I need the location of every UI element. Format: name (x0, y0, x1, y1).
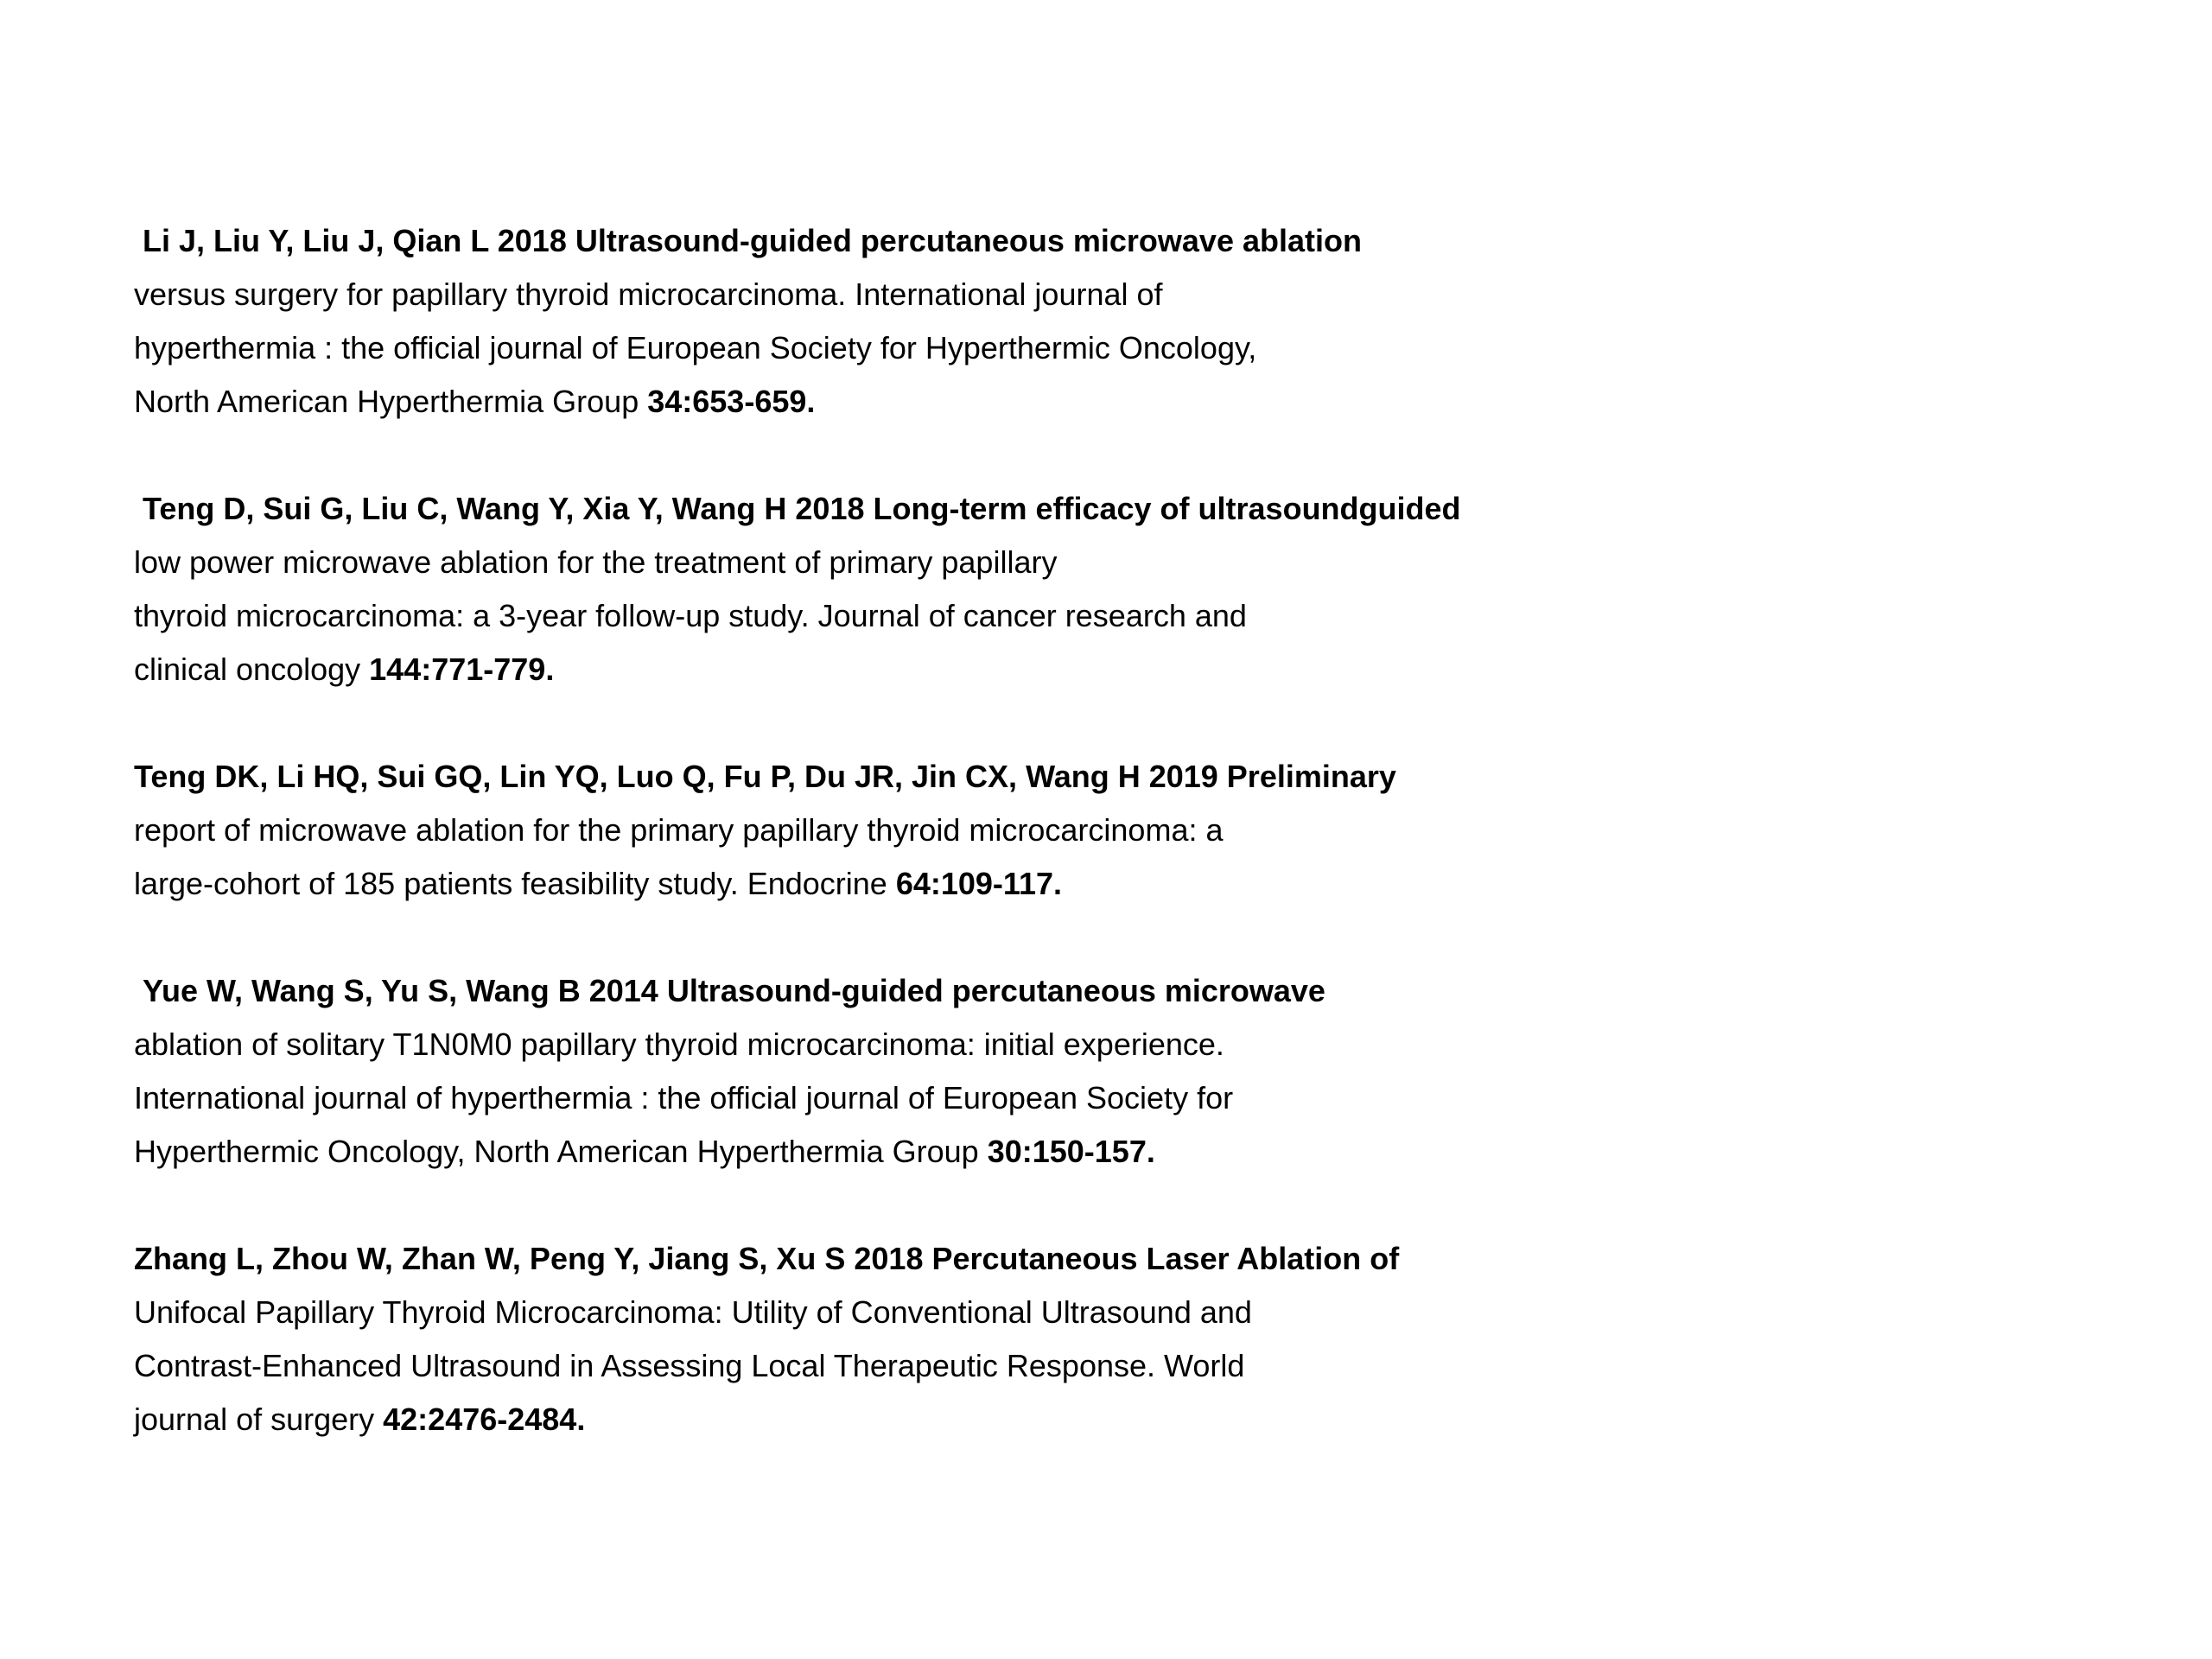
reference-bold-text: Teng DK, Li HQ, Sui GQ, Lin YQ, Luo Q, Fu P, Du JR, Jin CX, Wang H 2019 Preliminary (134, 759, 1396, 794)
reference-line (134, 857, 1603, 911)
reference-text: journal of surgery (134, 1402, 384, 1437)
reference-entry (134, 1232, 1603, 1446)
reference-bold-text: 42:2476-2484. (383, 1402, 586, 1437)
reference-bold-text: Yue W, Wang S, Yu S, Wang B 2014 Ultrasound-guided percutaneous microwave (143, 973, 1325, 1008)
reference-text: versus surgery for papillary thyroid microcarcinoma. International journal of (134, 276, 1163, 312)
reference-bold-text: 144:771-779. (369, 652, 555, 687)
reference-line (134, 1339, 1603, 1393)
reference-line (134, 268, 1603, 321)
reference-text: thyroid microcarcinoma: a 3-year follow-up study. Journal of cancer research and (134, 598, 1247, 633)
reference-bold-text: 64:109-117. (895, 866, 1062, 901)
reference-bold-text: 34:653-659. (647, 384, 816, 419)
reference-text: International journal of hyperthermia : the official journal of European Society for (134, 1080, 1234, 1116)
reference-text: North American Hyperthermia Group (134, 384, 648, 419)
reference-list (134, 214, 1603, 1500)
reference-text: large-cohort of 185 patients feasibility study. Endocrine (134, 866, 896, 901)
reference-line (134, 964, 1603, 1018)
reference-line (134, 536, 1603, 589)
reference-text: hyperthermia : the official journal of European Society for Hyperthermic Oncology, (134, 330, 1257, 365)
reference-text: report of microwave ablation for the primary papillary thyroid microcarcinoma: a (134, 812, 1224, 848)
reference-entry (134, 964, 1603, 1179)
reference-bold-text: Zhang L, Zhou W, Zhan W, Peng Y, Jiang S, Xu S 2018 Percutaneous Laser Ablation of (134, 1241, 1400, 1276)
reference-line (134, 1071, 1603, 1125)
reference-entry (134, 482, 1603, 696)
reference-line (134, 643, 1603, 696)
reference-line (134, 375, 1603, 429)
reference-entry (134, 214, 1603, 429)
reference-text: low power microwave ablation for the treatment of primary papillary (134, 544, 1058, 580)
reference-line (134, 321, 1603, 375)
reference-text: Contrast-Enhanced Ultrasound in Assessing Local Therapeutic Response. World (134, 1348, 1245, 1383)
reference-line (134, 804, 1603, 857)
reference-line (134, 1393, 1603, 1446)
reference-bold-text: 30:150-157. (987, 1134, 1155, 1169)
reference-text: clinical oncology (134, 652, 370, 687)
reference-line (134, 589, 1603, 643)
reference-line (134, 482, 1603, 536)
reference-text: ablation of solitary T1N0M0 papillary thyroid microcarcinoma: initial experience. (134, 1027, 1224, 1062)
reference-line (134, 214, 1603, 268)
reference-line (134, 1286, 1603, 1339)
reference-line (134, 750, 1603, 804)
reference-text: Unifocal Papillary Thyroid Microcarcinoma: Utility of Conventional Ultrasound and (134, 1294, 1252, 1330)
reference-bold-text: Li J, Liu Y, Liu J, Qian L 2018 Ultrasound-guided percutaneous microwave ablation (143, 223, 1362, 258)
reference-bold-text: Teng D, Sui G, Liu C, Wang Y, Xia Y, Wang H 2018 Long-term efficacy of ultrasoundguided (143, 491, 1461, 526)
reference-entry (134, 750, 1603, 911)
reference-line (134, 1125, 1603, 1179)
reference-line (134, 1232, 1603, 1286)
reference-line (134, 1018, 1603, 1071)
reference-text: Hyperthermic Oncology, North American Hyperthermia Group (134, 1134, 988, 1169)
